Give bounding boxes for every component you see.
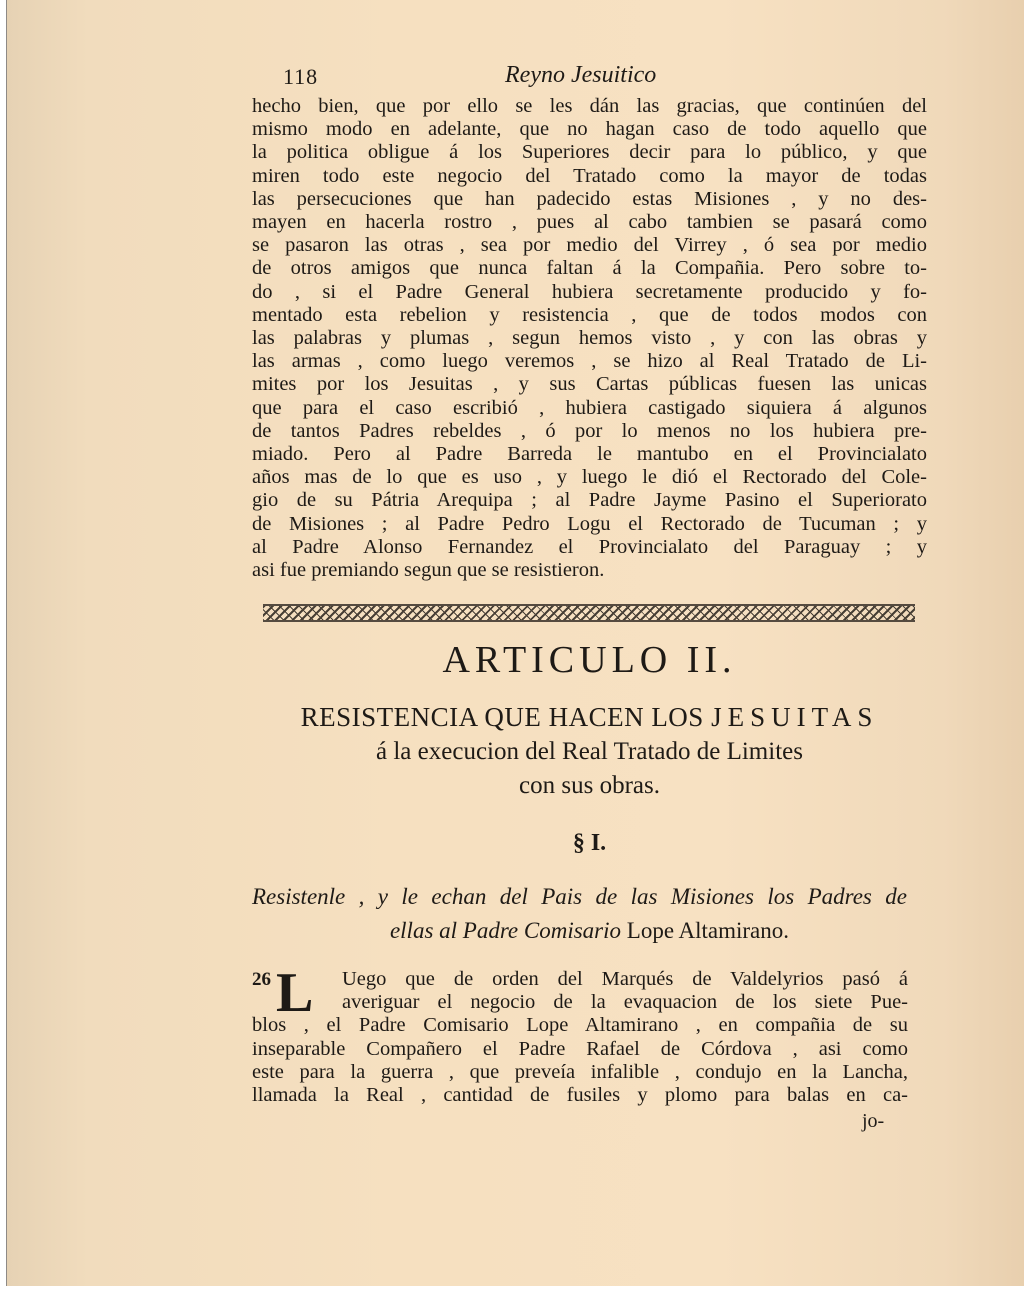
text-line: se pasaron las otras , sea por medio del Virrey , ó sea por medio <box>252 234 927 257</box>
text-line: llamada la Real , cantidad de fusiles y plomo para balas en ca- <box>252 1084 908 1107</box>
text-line: Uego que de orden del Marqués de Valdelyrios pasó á <box>342 968 908 990</box>
text-line: do , si el Padre General hubiera secretamente producido y fo- <box>252 280 927 303</box>
body-text <box>252 95 927 582</box>
text-line: este para la guerra , que preveía infalible , condujo en la Lancha, <box>252 1060 908 1083</box>
text-line: de otros amigos que nunca faltan á la Compañia. Pero sobre to- <box>252 257 927 280</box>
section-summary-line-2 <box>252 918 927 944</box>
text-line: las persecuciones que han padecido estas Misiones , y no des- <box>252 187 927 210</box>
text-line: las palabras y plumas , segun hemos visto , y con las obras y <box>252 327 927 350</box>
text-line: miren todo este negocio del Tratado como la mayor de todas <box>252 164 927 187</box>
section-mark: § I. <box>572 830 607 856</box>
text-line: hecho bien, que por ello se les dán las gracias, que continúen del <box>252 95 927 117</box>
running-title: Reyno Jesuitico <box>505 62 657 88</box>
catchword: jo- <box>862 1110 885 1132</box>
text-line: averiguar el negocio de la evaquacion de los siete Pue- <box>342 991 908 1014</box>
page-number: 118 <box>283 64 319 89</box>
article-title-line-3: con sus obras. <box>519 772 660 799</box>
text-line: años mas de lo que es uso , y luego le dió el Rectorado del Cole- <box>252 466 927 489</box>
article-title-line-1 <box>252 702 927 733</box>
article-title-line-2: á la execucion del Real Tratado de Limites <box>376 738 803 765</box>
text-line: blos , el Padre Comisario Lope Altamirano , en compañia de su <box>252 1014 908 1037</box>
summary-italic: ellas al Padre Comisario <box>389 918 622 943</box>
ornamental-divider <box>263 604 915 622</box>
section-summary-line-1: Resistenle , y le echan del Pais de las Misiones los Padres de <box>252 884 907 909</box>
running-header <box>283 64 933 94</box>
article-title-part-2: JESUITAS <box>711 702 879 732</box>
text-line: las armas , como luego veremos , se hizo al Real Tratado de Li- <box>252 350 927 373</box>
text-line: la politica obligue á los Superiores decir para lo público, y que <box>252 141 927 164</box>
text-line: al Padre Alonso Fernandez el Provincialato del Paraguay ; y <box>252 535 927 558</box>
text-line: miado. Pero al Padre Barreda le mantubo en el Provincialato <box>252 443 927 466</box>
drop-cap: L <box>276 962 314 1024</box>
text-line: mayen en hacerla rostro , pues al cabo tambien se pasará como <box>252 211 927 234</box>
text-line: mismo modo en adelante, que no hagan caso de todo aquello que <box>252 118 927 141</box>
text-line: que para el caso escribió , hubiera castigado siquiera á algunos <box>252 396 927 419</box>
paragraph-26 <box>252 962 908 1107</box>
text-line: asi fue premiando segun que se resistieron. <box>252 559 605 582</box>
text-line: gio de su Pátria Arequipa ; al Padre Jayme Pasino el Superiorato <box>252 489 927 512</box>
book-page <box>6 0 1024 1286</box>
paragraph-number: 26 <box>252 969 271 990</box>
text-line: inseparable Compañero el Padre Rafael de Córdova , asi como <box>252 1037 908 1060</box>
article-heading: ARTICULO II. <box>442 639 737 681</box>
article-title-part-1: RESISTENCIA QUE HACEN LOS <box>300 702 704 732</box>
text-line: mites por los Jesuitas , y sus Cartas públicas fuesen las unicas <box>252 373 927 396</box>
text-line: mentado esta rebelion y resistencia , que de todos modos con <box>252 303 927 326</box>
summary-roman: Lope Altamirano. <box>626 918 790 943</box>
text-line: de tantos Padres rebeldes , ó por lo menos no los hubiera pre- <box>252 419 927 442</box>
text-line: de Misiones ; al Padre Pedro Logu el Rectorado de Tucuman ; y <box>252 512 927 535</box>
